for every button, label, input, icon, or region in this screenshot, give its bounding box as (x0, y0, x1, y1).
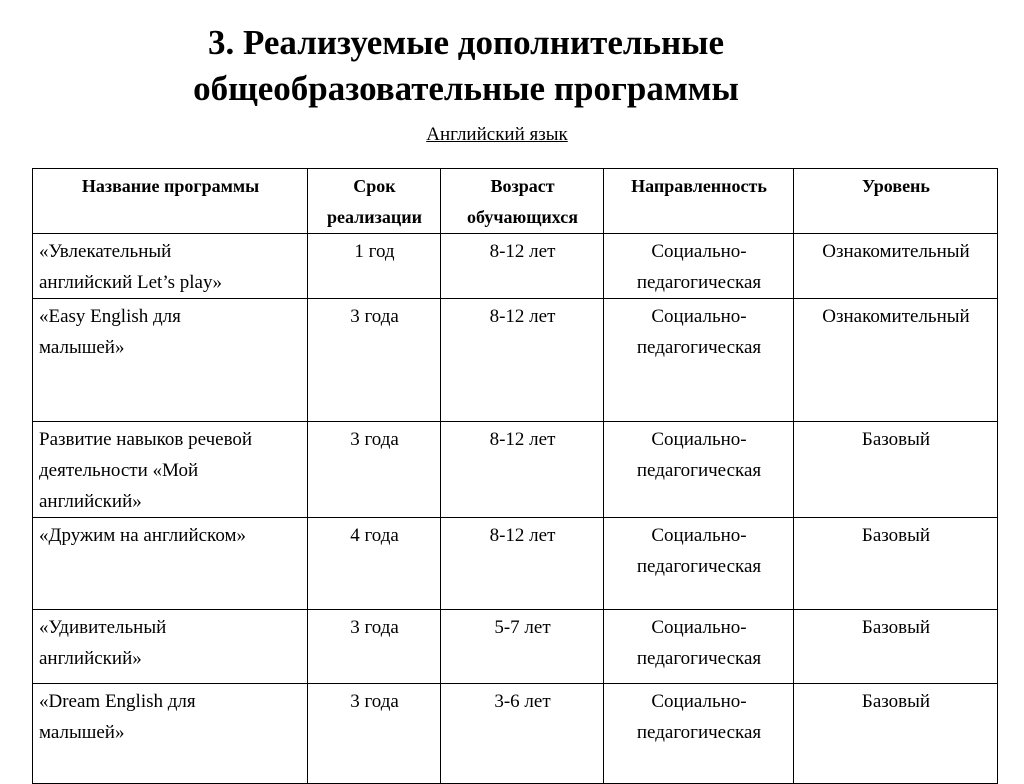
cell-age: 3-6 лет (441, 684, 604, 784)
table-header-row (33, 169, 998, 234)
header-term-line-2: реализации (327, 207, 422, 227)
cell-level: Базовый (794, 684, 998, 784)
direction-line: Социально- (651, 429, 747, 450)
header-level (794, 169, 998, 234)
direction-line: Социально- (651, 617, 747, 638)
direction-line: педагогическая (636, 337, 762, 358)
cell-age: 8-12 лет (441, 299, 604, 422)
header-program-name-text: Название программы (81, 176, 260, 196)
table-row (33, 610, 998, 684)
direction-line: Социально- (651, 691, 747, 712)
direction-line: педагогическая (636, 556, 762, 577)
cell-direction (604, 422, 794, 518)
table-row (33, 422, 998, 518)
program-name-line: малышей» (39, 337, 125, 358)
direction-line: педагогическая (636, 460, 762, 481)
direction-line: Социально- (651, 241, 747, 262)
cell-term: 3 года (308, 684, 441, 784)
program-name-line: английский Let’s play» (39, 272, 222, 293)
header-level-text: Уровень (862, 176, 930, 196)
program-name-line: Развитие навыков речевой (39, 429, 253, 450)
table-row (33, 684, 998, 784)
cell-direction (604, 234, 794, 299)
cell-term: 3 года (308, 422, 441, 518)
direction-line: Социально- (651, 525, 747, 546)
section-subtitle: Английский язык (426, 124, 568, 145)
header-term (308, 169, 441, 234)
page-title-line-2: общеобразовательные программы (193, 69, 739, 108)
programs-table (32, 168, 998, 784)
program-name-line: «Удивительный (39, 617, 167, 638)
cell-term: 4 года (308, 518, 441, 610)
table-row (33, 518, 998, 610)
table-row (33, 234, 998, 299)
cell-level: Базовый (794, 422, 998, 518)
cell-age: 8-12 лет (441, 422, 604, 518)
cell-level: Базовый (794, 610, 998, 684)
cell-term: 3 года (308, 299, 441, 422)
program-name-line: английский» (39, 648, 142, 669)
program-name-line: «Easy English для (39, 306, 181, 327)
cell-direction (604, 684, 794, 784)
direction-line: педагогическая (636, 272, 762, 293)
header-direction (604, 169, 794, 234)
cell-age: 8-12 лет (441, 234, 604, 299)
cell-age: 5-7 лет (441, 610, 604, 684)
cell-program-name (33, 422, 308, 518)
direction-line: педагогическая (636, 722, 762, 743)
program-name-line: «Dream English для (39, 691, 196, 712)
cell-program-name (33, 610, 308, 684)
program-name-line: «Дружим на английском» (39, 525, 246, 546)
program-name-line: малышей» (39, 722, 125, 743)
header-age (441, 169, 604, 234)
page-title-line-1: 3. Реализуемые дополнительные (207, 23, 725, 62)
direction-line: педагогическая (636, 648, 762, 669)
cell-direction (604, 610, 794, 684)
cell-level: Ознакомительный (794, 234, 998, 299)
program-name-line: деятельности «Мой (39, 460, 199, 481)
header-age-line-2: обучающихся (467, 207, 578, 227)
cell-age: 8-12 лет (441, 518, 604, 610)
cell-program-name (33, 684, 308, 784)
page-title (0, 20, 932, 112)
cell-direction (604, 299, 794, 422)
program-name-line: английский» (39, 491, 142, 512)
header-term-line-1: Срок (353, 176, 396, 196)
cell-direction (604, 518, 794, 610)
cell-program-name (33, 299, 308, 422)
program-name-line: «Увлекательный (39, 241, 172, 262)
header-age-line-1: Возраст (490, 176, 555, 196)
header-program-name (33, 169, 308, 234)
cell-program-name (33, 234, 308, 299)
cell-level: Базовый (794, 518, 998, 610)
header-direction-text: Направленность (631, 176, 767, 196)
cell-program-name (33, 518, 308, 610)
cell-term: 3 года (308, 610, 441, 684)
table-row (33, 299, 998, 422)
direction-line: Социально- (651, 306, 747, 327)
cell-level: Ознакомительный (794, 299, 998, 422)
cell-term: 1 год (308, 234, 441, 299)
